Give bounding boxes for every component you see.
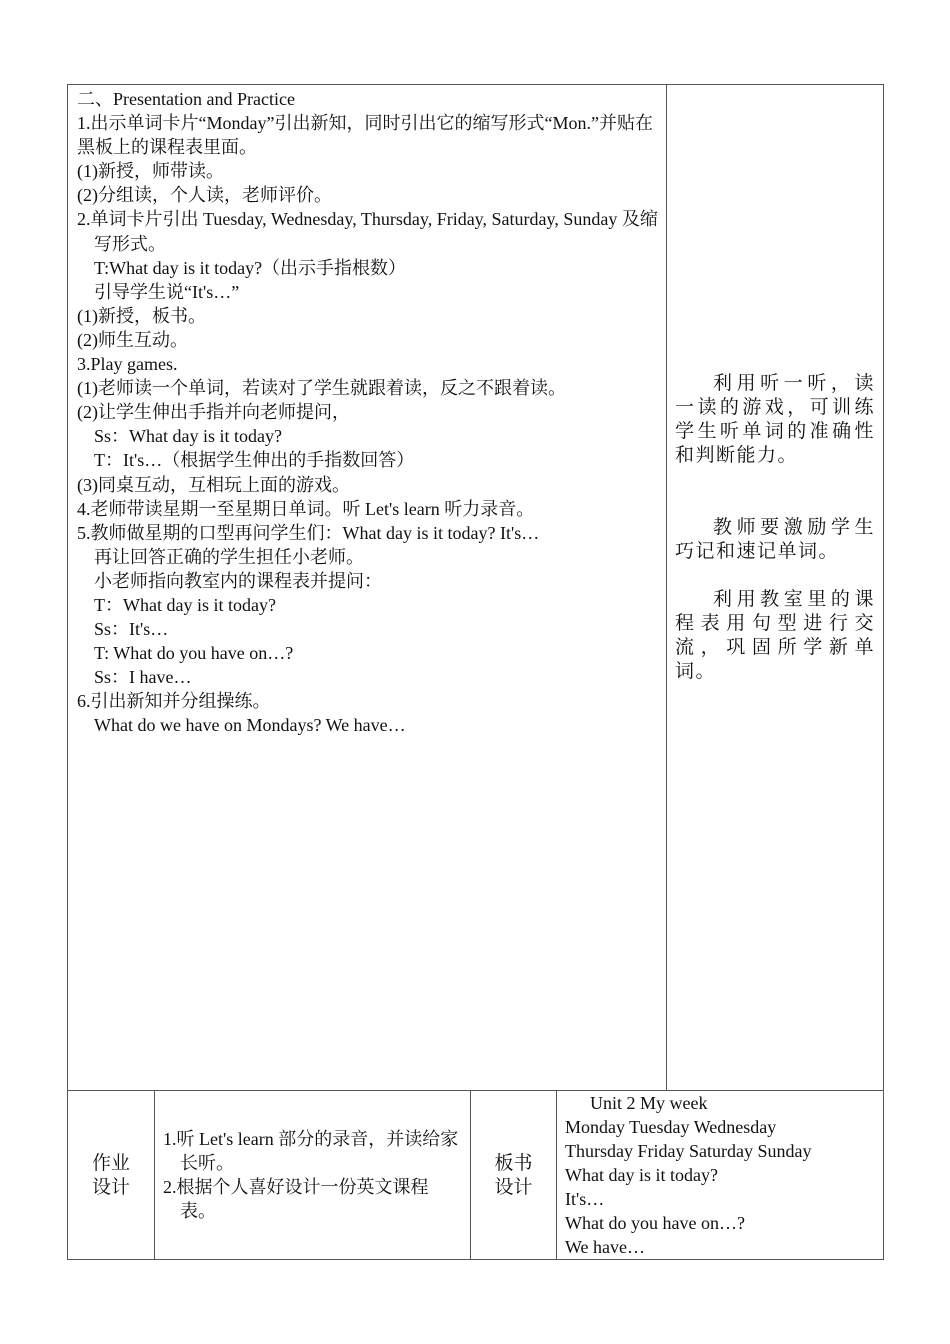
procedure-line: Ss：I have… xyxy=(94,667,192,688)
board-design xyxy=(557,1091,883,1259)
board-title: Unit 2 My week xyxy=(590,1093,708,1113)
board-label-cell xyxy=(471,1091,557,1260)
procedure-line: 再让回答正确的学生担任小老师。 xyxy=(94,546,364,567)
homework-item: 1.听 Let's learn 部分的录音，并读给家长听。 xyxy=(163,1129,459,1173)
procedure-line: 二、Presentation and Practice xyxy=(77,89,295,109)
board-line: It's… xyxy=(565,1189,605,1209)
procedure-line: 小老师指向教室内的课程表并提问： xyxy=(94,570,382,591)
homework-label: 作业 设计 xyxy=(91,1152,130,1198)
board-line: We have… xyxy=(565,1237,646,1257)
procedure-line: (2)师生互动。 xyxy=(77,329,188,350)
procedure-line: (3)同桌互动，互相玩上面的游戏。 xyxy=(77,474,350,495)
procedure-line: Ss：What day is it today? xyxy=(94,426,282,447)
board-line: Thursday Friday Saturday Sunday xyxy=(565,1141,812,1161)
procedure-line: T:What day is it today?（出示手指根数） xyxy=(94,257,407,278)
procedure-line: Ss：It's… xyxy=(94,619,169,640)
board-line: What do you have on…? xyxy=(565,1213,745,1233)
homework-item: 2.根据个人喜好设计一份英文课程表。 xyxy=(163,1177,429,1221)
procedure-line: 3.Play games. xyxy=(77,354,178,375)
lesson-plan-table xyxy=(67,84,884,1260)
notes-column xyxy=(667,371,883,683)
homework-label-cell xyxy=(68,1091,155,1260)
procedure-line: 2.单词卡片引出 Tuesday, Wednesday, Thursday, Friday, Saturday, Sunday 及缩写形式。 xyxy=(77,209,658,254)
procedure-line: 6.引出新知并分组操练。 xyxy=(77,691,271,712)
board-line: Monday Tuesday Wednesday xyxy=(565,1117,777,1137)
procedure-line: (2)让学生伸出手指并向老师提问， xyxy=(77,402,350,423)
homework-cell xyxy=(155,1091,471,1260)
notes-cell xyxy=(667,85,884,1091)
procedure-line: (1)新授，板书。 xyxy=(77,305,206,326)
procedure-text xyxy=(68,85,666,738)
procedure-line: T: What do you have on…? xyxy=(94,643,294,664)
procedure-line: 5.教师做星期的口型再问学生们：What day is it today? It's… xyxy=(77,522,540,543)
procedure-line: (1)新授，师带读。 xyxy=(77,161,224,182)
procedure-line: 1.出示单词卡片“Monday”引出新知，同时引出它的缩写形式“Mon.”并贴在黑板上的课程表里面。 xyxy=(77,113,653,158)
procedure-line: 4.老师带读星期一至星期日单词。听 Let's learn 听力录音。 xyxy=(77,498,535,519)
procedure-line: (2)分组读，个人读，老师评价。 xyxy=(77,185,332,206)
note-listening-game: 利用听一听，读一读的游戏，可训练学生听单词的准确性和判断能力。 xyxy=(675,372,876,466)
board-label: 板书 设计 xyxy=(494,1152,533,1198)
board-line: What day is it today? xyxy=(565,1165,718,1185)
board-cell xyxy=(557,1091,884,1260)
homework-list xyxy=(155,1127,470,1223)
note-memorization: 教师要激励学生巧记和速记单词。 xyxy=(675,516,876,562)
procedure-line: T：What day is it today? xyxy=(94,594,276,615)
procedure-line: (1)老师读一个单词，若读对了学生就跟着读，反之不跟着读。 xyxy=(77,378,566,399)
note-timetable: 利用教室里的课程表用句型进行交流，巩固所学新单词。 xyxy=(675,588,876,682)
procedure-cell xyxy=(68,85,667,1091)
procedure-line: What do we have on Mondays? We have… xyxy=(94,715,406,736)
procedure-line: 引导学生说“It's…” xyxy=(94,281,240,302)
procedure-line: T：It's…（根据学生伸出的手指数回答） xyxy=(94,450,415,471)
